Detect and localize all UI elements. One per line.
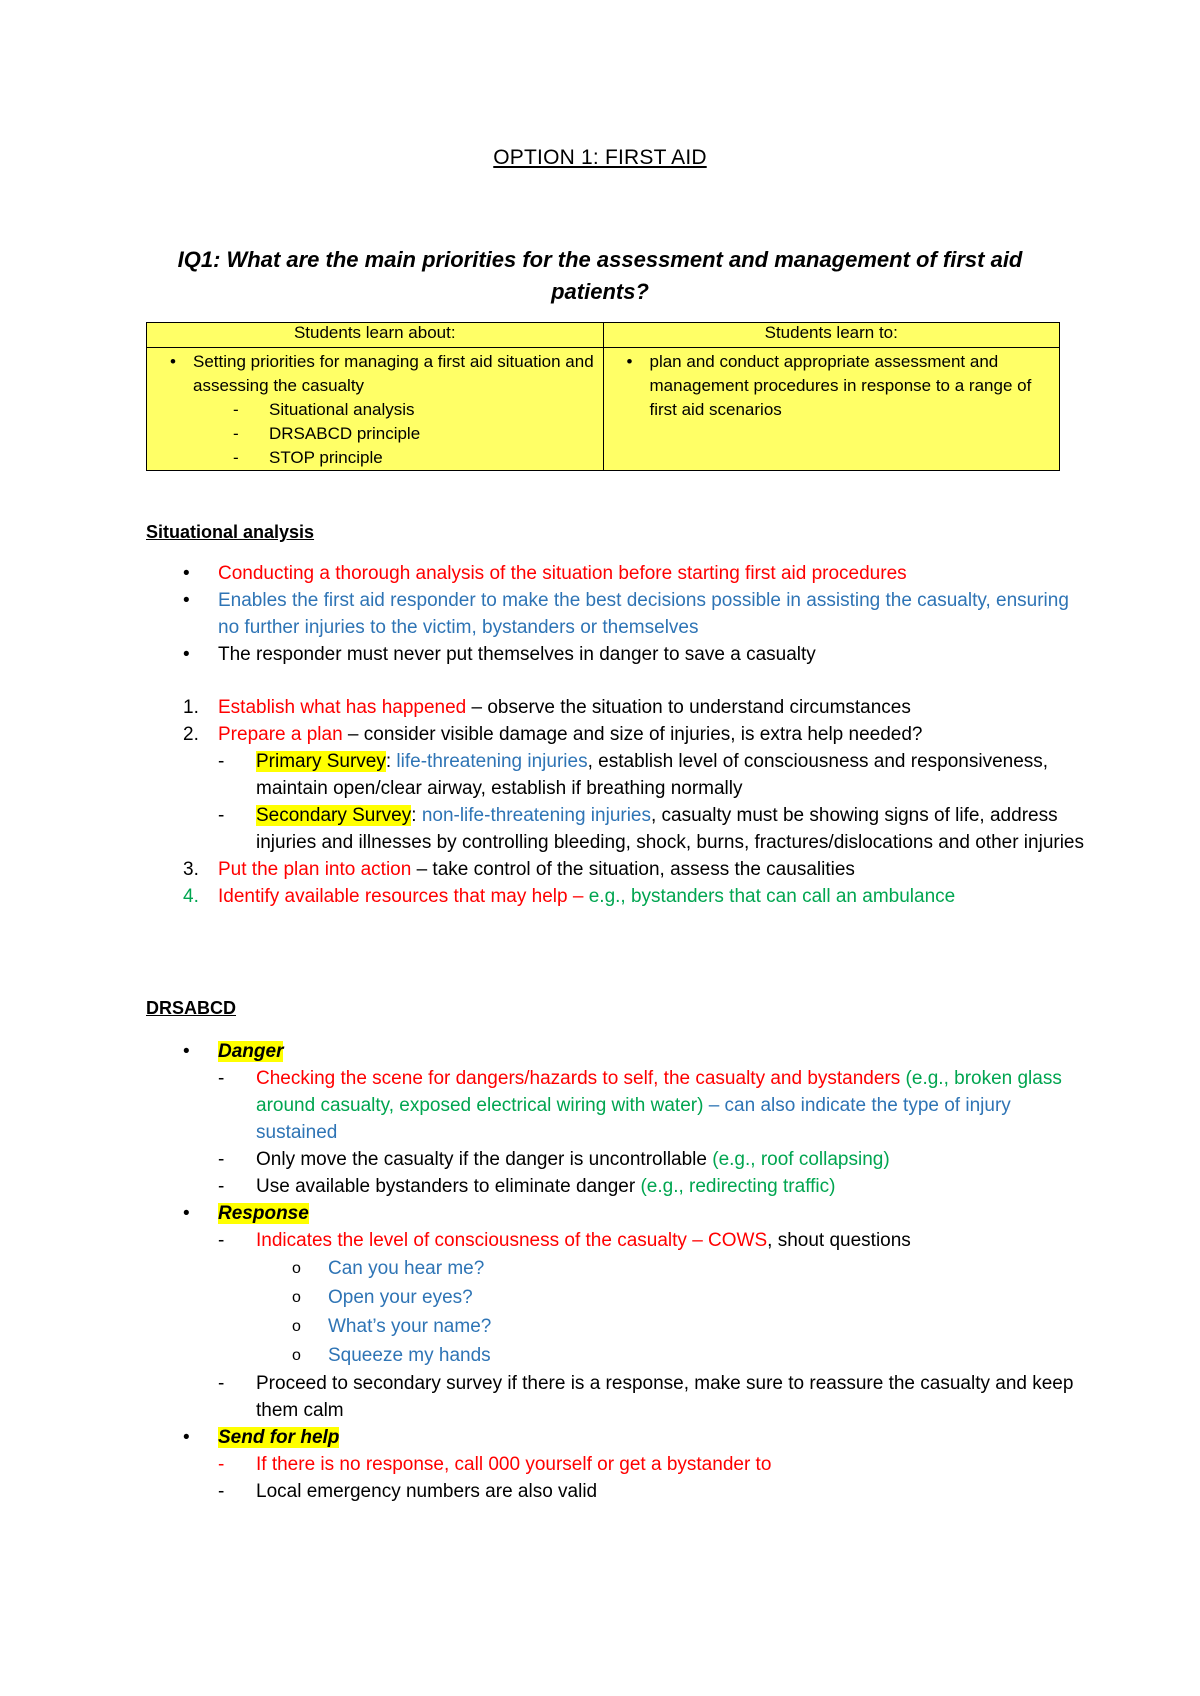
list-item xyxy=(146,1424,1086,1451)
survey-label: Primary Survey xyxy=(256,751,386,772)
situational-bullet-text: Conducting a thorough analysis of the situation before starting first aid procedures xyxy=(218,563,907,584)
bullet-icon: • xyxy=(183,1203,190,1224)
learn-about-bullet: Setting priorities for managing a first aid situation and assessing the casualty xyxy=(193,352,594,395)
dash-icon: - xyxy=(218,1149,225,1170)
bullet-icon: • xyxy=(183,590,190,611)
step-key: Put the plan into action xyxy=(218,859,412,880)
step-number: 2. xyxy=(183,724,199,745)
dash-icon: - xyxy=(233,448,239,467)
list-item xyxy=(146,560,1086,587)
dash-icon: - xyxy=(218,751,225,772)
cows-question: What’s your name? xyxy=(328,1316,492,1337)
bullet-icon: • xyxy=(626,352,633,371)
step-number: 1. xyxy=(183,697,199,718)
send-for-help-item-text: If there is no response, call 000 yourself or get a bystander to xyxy=(256,1454,772,1475)
circle-bullet-icon: o xyxy=(292,1260,301,1277)
drsabcd-heading: DRSABCD xyxy=(146,998,236,1018)
response-item-text: Proceed to secondary survey if there is a response, make sure to reassure the casualty and keep them calm xyxy=(256,1373,1074,1421)
table-row xyxy=(147,348,1060,471)
learn-to-bullet: plan and conduct appropriate assessment and management procedures in response to a range of first aid scenarios xyxy=(649,352,1032,419)
survey-rest: , casualty must be showing signs of life, address injuries and illnesses by controlling bleeding, shock, burns, fractures/dislocations and other injuries xyxy=(256,805,1085,853)
learn-about-sub-item: DRSABCD principle xyxy=(269,424,421,443)
list-item xyxy=(146,1254,1086,1283)
list-item xyxy=(146,694,1086,721)
dash-icon: - xyxy=(218,1176,225,1197)
step-number: 4. xyxy=(183,886,199,907)
learn-to-cell xyxy=(603,348,1060,471)
survey-rest: , establish level of consciousness and responsiveness, maintain open/clear airway, establish if breathing normally xyxy=(256,751,1049,799)
table-header-row xyxy=(147,323,1060,348)
danger-item-note: – can also indicate the type of injury sustained xyxy=(256,1095,1011,1143)
survey-type: non-life-threatening injuries xyxy=(421,805,651,826)
cows-question: Can you hear me? xyxy=(328,1258,485,1279)
learn-about-sub-item: STOP principle xyxy=(269,448,383,467)
list-item: - Secondary Survey: non-life-threatening injuries, casualty must be showing signs of life, address injuries and illnesses by controlling bleeding, shock, burns, fractures/dislocations and other injuries xyxy=(146,802,1086,856)
circle-bullet-icon: o xyxy=(292,1318,301,1335)
danger-label: Danger xyxy=(218,1041,284,1062)
list-item xyxy=(146,1173,1086,1200)
list-item xyxy=(146,1038,1086,1065)
danger-item-example: (e.g., redirecting traffic) xyxy=(635,1176,836,1197)
list-item xyxy=(146,1478,1086,1505)
list-item xyxy=(146,883,1086,910)
list-item xyxy=(146,1312,1086,1341)
list-item xyxy=(146,1341,1086,1370)
send-for-help-label: Send for help xyxy=(218,1427,340,1448)
list-item xyxy=(146,587,1086,641)
dash-icon: - xyxy=(218,1068,225,1089)
list-item xyxy=(146,1200,1086,1227)
list-item xyxy=(146,1065,1086,1146)
step-number: 3. xyxy=(183,859,199,880)
response-item-text: Indicates the level of consciousness of the casualty – COWS xyxy=(256,1230,768,1251)
list-item xyxy=(146,1146,1086,1173)
danger-item-example: (e.g., roof collapsing) xyxy=(706,1149,890,1170)
dash-icon: - xyxy=(218,805,225,826)
situational-analysis-heading: Situational analysis xyxy=(146,522,315,542)
danger-item-text: Use available bystanders to eliminate danger xyxy=(256,1176,636,1197)
learn-about-sub-item: Situational analysis xyxy=(269,400,415,419)
dash-icon: - xyxy=(218,1454,225,1475)
bullet-icon: • xyxy=(183,644,190,665)
step-example: e.g., bystanders that can call an ambulance xyxy=(588,886,956,907)
header-learn-to: Students learn to: xyxy=(603,323,1060,348)
list-item xyxy=(146,1370,1086,1424)
list-item xyxy=(146,1283,1086,1312)
response-item-rest: , shout questions xyxy=(767,1230,911,1251)
dash-icon: - xyxy=(233,424,239,443)
bullet-icon: • xyxy=(170,352,176,371)
list-item xyxy=(146,856,1086,883)
outcomes-table xyxy=(146,322,1060,471)
situational-bullet-text: The responder must never put themselves in danger to save a casualty xyxy=(218,644,816,665)
learn-about-cell xyxy=(147,348,604,471)
dash-icon: - xyxy=(233,400,239,419)
step-rest: – xyxy=(567,886,589,907)
inquiry-question: IQ1: What are the main priorities for the assessment and management of first aid patients? xyxy=(177,247,1023,304)
step-key: Establish what has happened xyxy=(218,697,467,718)
step-key: Prepare a plan xyxy=(218,724,343,745)
bullet-icon: • xyxy=(183,563,190,584)
document-title: OPTION 1: FIRST AID xyxy=(493,146,707,169)
cows-question: Squeeze my hands xyxy=(328,1345,491,1366)
danger-item-text: Checking the scene for dangers/hazards to self, the casualty and bystanders xyxy=(256,1068,901,1089)
survey-label: Secondary Survey xyxy=(256,805,412,826)
circle-bullet-icon: o xyxy=(292,1289,301,1306)
situational-bullets xyxy=(146,560,1086,668)
dash-icon: - xyxy=(218,1373,225,1394)
list-item xyxy=(146,1227,1086,1254)
response-label: Response xyxy=(218,1203,309,1224)
circle-bullet-icon: o xyxy=(292,1347,301,1364)
situational-bullet-text: Enables the first aid responder to make the best decisions possible in assisting the casualty, ensuring no further injuries to the victim, bystanders or themselves xyxy=(218,590,1069,638)
list-item xyxy=(146,721,1086,748)
situational-steps xyxy=(146,694,1086,910)
dash-icon: - xyxy=(218,1230,225,1251)
cows-question: Open your eyes? xyxy=(328,1287,473,1308)
list-item xyxy=(146,1451,1086,1478)
survey-type: life-threatening injuries xyxy=(396,751,588,772)
drsabcd-list xyxy=(146,1038,1086,1505)
danger-item-text: Only move the casualty if the danger is uncontrollable xyxy=(256,1149,707,1170)
dash-icon: - xyxy=(218,1481,225,1502)
send-for-help-item-text: Local emergency numbers are also valid xyxy=(256,1481,598,1502)
step-rest: – take control of the situation, assess the causalities xyxy=(411,859,855,880)
step-rest: – observe the situation to understand circumstances xyxy=(466,697,911,718)
bullet-icon: • xyxy=(183,1427,190,1448)
step-key: Identify available resources that may help xyxy=(218,886,568,907)
bullet-icon: • xyxy=(183,1041,190,1062)
list-item xyxy=(146,641,1086,668)
list-item: - Primary Survey: life-threatening injuries, establish level of consciousness and responsiveness, maintain open/clear airway, establish if breathing normally xyxy=(146,748,1086,802)
header-learn-about: Students learn about: xyxy=(147,323,604,348)
step-rest: – consider visible damage and size of injuries, is extra help needed? xyxy=(342,724,923,745)
danger-item-example: (e.g., broken glass around casualty, exposed electrical wiring with water) xyxy=(256,1068,1062,1116)
